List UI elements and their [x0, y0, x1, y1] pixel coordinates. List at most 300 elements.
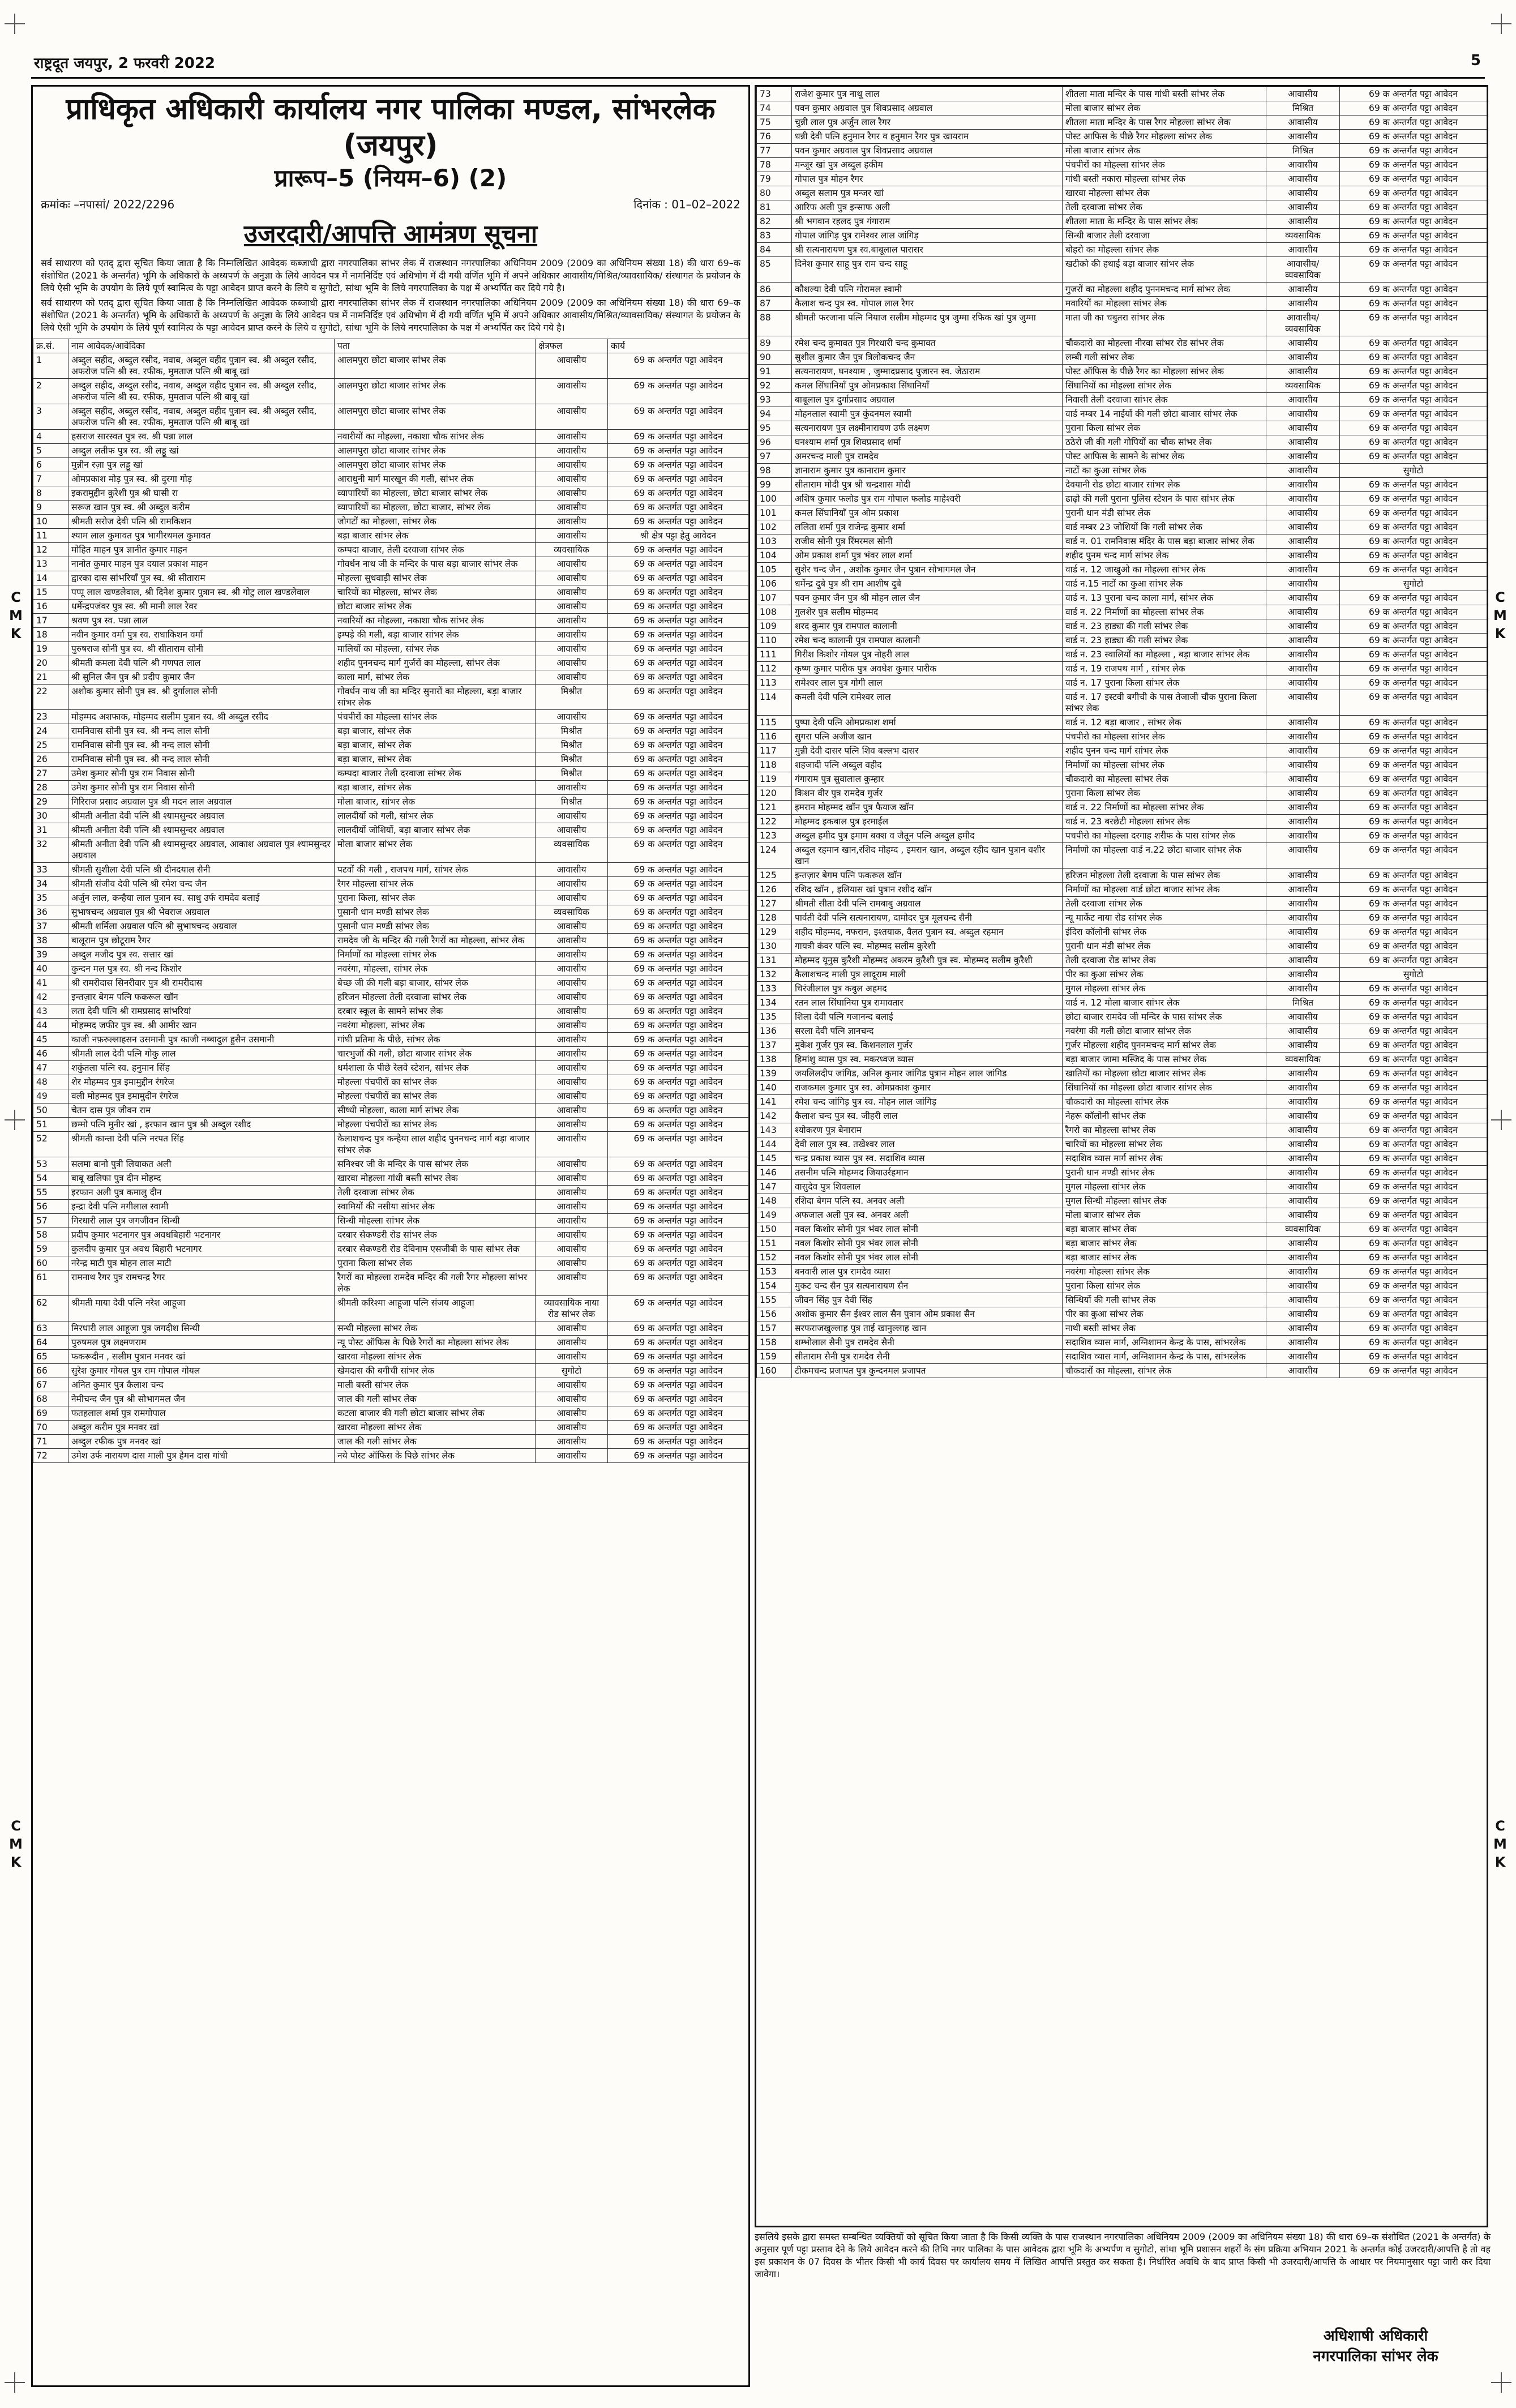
- land-use-cell: मिश्रीत: [536, 685, 608, 710]
- applicant-name-cell: कृष्ण कुमार पारीक पुत्र अवधेश कुमार पारीक: [792, 662, 1063, 676]
- address-cell: वार्ड न. 13 पुराना चन्द काला मार्ग, सांभर लेक: [1063, 591, 1266, 605]
- applicant-name-cell: गोपाल जांगिड़ पुत्र रामेश्वर लाल जांगिड़: [792, 229, 1063, 243]
- applicant-name-cell: चेतन दास पुत्र जीवन राम: [68, 1104, 335, 1118]
- land-use-cell: आवासीय: [536, 976, 608, 990]
- purpose-cell: सुगोटो: [1340, 577, 1487, 591]
- table-row: [33, 404, 749, 430]
- land-use-cell: आवासीय: [1266, 1038, 1340, 1053]
- address-cell: इम्पड़े की गली, बड़ा बाजार सांभर लेक: [335, 628, 536, 642]
- serial-cell: 95: [757, 421, 792, 435]
- land-use-cell: आवासीय: [1266, 1010, 1340, 1024]
- land-use-cell: आवासीय: [536, 353, 608, 379]
- land-use-cell: आवासीय: [536, 404, 608, 430]
- serial-cell: 23: [33, 710, 68, 724]
- land-use-cell: आवासीय: [1266, 1279, 1340, 1293]
- address-cell: पुराना किला सांभर लेक: [1063, 786, 1266, 801]
- address-cell: पुरानी धान मंडी सांभर लेक: [1063, 939, 1266, 953]
- purpose-cell: 69 क अन्तर्गत पट्टा आवेदन: [1340, 996, 1487, 1010]
- serial-cell: 155: [757, 1293, 792, 1307]
- column-header: कार्य: [608, 339, 749, 353]
- applicant-name-cell: मुकट चन्द सैन पुत्र सत्यनारायण सैन: [792, 1279, 1063, 1293]
- table-row: [757, 407, 1487, 421]
- land-use-cell: आवासीय: [1266, 450, 1340, 464]
- applicant-name-cell: अशोक कुमार सैन ईश्वर लाल सैन पुत्रान ओम प्रकाश सैन: [792, 1307, 1063, 1321]
- table-row: [757, 1265, 1487, 1279]
- serial-cell: 53: [33, 1157, 68, 1171]
- serial-cell: 81: [757, 200, 792, 215]
- land-use-cell: आवासीय: [1266, 1265, 1340, 1279]
- land-use-cell: आवासीय: [536, 1228, 608, 1242]
- purpose-cell: 69 क अन्तर्गत पट्टा आवेदन: [608, 781, 749, 795]
- serial-cell: 10: [33, 515, 68, 529]
- table-row: [33, 948, 749, 962]
- table-row: [757, 730, 1487, 744]
- land-use-cell: आवासीय: [1266, 1307, 1340, 1321]
- serial-cell: 57: [33, 1214, 68, 1228]
- address-cell: सिंघानियों का मोहल्ला सांभर लेक: [1063, 379, 1266, 393]
- table-row: [33, 905, 749, 919]
- table-row: [757, 1038, 1487, 1053]
- purpose-cell: 69 क अन्तर्गत पट्टा आवेदन: [608, 962, 749, 976]
- land-use-cell: आवासीय: [536, 877, 608, 891]
- purpose-cell: 69 क अन्तर्गत पट्टा आवेदन: [1340, 450, 1487, 464]
- purpose-cell: 69 क अन्तर्गत पट्टा आवेदन: [608, 1256, 749, 1271]
- applicant-name-cell: पवन कुमार अग्रवाल पुत्र शिवप्रसाद अग्रवाल: [792, 144, 1063, 158]
- purpose-cell: 69 क अन्तर्गत पट्टा आवेदन: [1340, 843, 1487, 869]
- land-use-cell: आवासीय: [1266, 801, 1340, 815]
- land-use-cell: आवासीय: [1266, 116, 1340, 130]
- serial-cell: 77: [757, 144, 792, 158]
- column-header: नाम आवेदक/आवेदिका: [68, 339, 335, 353]
- serial-cell: 143: [757, 1123, 792, 1137]
- table-row: [757, 186, 1487, 200]
- address-cell: सन्धी मोहल्ला सांभर लेक: [335, 1321, 536, 1336]
- land-use-cell: आवासीय: [1266, 1194, 1340, 1208]
- applicant-name-cell: हिमांशु व्यास पुत्र स्व. मकरध्वज व्यास: [792, 1053, 1063, 1067]
- land-use-cell: आवासीय: [1266, 730, 1340, 744]
- table-row: [757, 1067, 1487, 1081]
- purpose-cell: 69 क अन्तर्गत पट्टा आवेदन: [608, 543, 749, 557]
- purpose-cell: 69 क अन्तर्गत पट्टा आवेदन: [608, 642, 749, 656]
- serial-cell: 64: [33, 1336, 68, 1350]
- serial-cell: 76: [757, 130, 792, 144]
- serial-cell: 66: [33, 1364, 68, 1378]
- serial-cell: 116: [757, 730, 792, 744]
- address-cell: दरबार सेकण्डरी रोड सांभर लेक: [335, 1228, 536, 1242]
- land-use-cell: आवासीय: [536, 1242, 608, 1256]
- serial-cell: 109: [757, 619, 792, 634]
- purpose-cell: 69 क अन्तर्गत पट्टा आवेदन: [608, 1019, 749, 1033]
- purpose-cell: 69 क अन्तर्गत पट्टा आवेदन: [1340, 435, 1487, 450]
- applicant-name-cell: शहजादी पत्नि अब्दुल वहीद: [792, 758, 1063, 772]
- land-use-cell: आवासीय: [1266, 662, 1340, 676]
- address-cell: पीर का कुआ सांभर लेक: [1063, 1307, 1266, 1321]
- table-row: [757, 297, 1487, 311]
- land-use-cell: आवासीय: [1266, 1152, 1340, 1166]
- land-use-cell: आवासीय: [536, 1392, 608, 1406]
- purpose-cell: 69 क अन्तर्गत पट्टा आवेदन: [608, 1435, 749, 1449]
- address-cell: जोगटों का मोहल्ला, सांभर लेक: [335, 515, 536, 529]
- purpose-cell: 69 क अन्तर्गत पट्टा आवेदन: [1340, 925, 1487, 939]
- serial-cell: 80: [757, 186, 792, 200]
- land-use-cell: आवासीय: [1266, 982, 1340, 996]
- table-row: [757, 1095, 1487, 1109]
- serial-cell: 20: [33, 656, 68, 670]
- serial-cell: 19: [33, 642, 68, 656]
- table-row: [757, 577, 1487, 591]
- applicant-name-cell: उमेश कुमार सोनी पुत्र राम निवास सोनी: [68, 767, 335, 781]
- address-cell: ढाढ़ो की गली पुराना पुलिस स्टेशन के पास सांभर लेक: [1063, 492, 1266, 506]
- address-cell: रामदेव जी के मन्दिर की गली रैगरों का मोहल्ला, सांभर लेक: [335, 934, 536, 948]
- applicant-name-cell: धर्मेन्द्रपजंवर पुत्र स्व. श्री मानी लाल रेवर: [68, 600, 335, 614]
- serial-cell: 90: [757, 350, 792, 365]
- address-cell: स्वामियों की नसीया सांभर लेक: [335, 1200, 536, 1214]
- land-use-cell: आवासीय: [1266, 172, 1340, 186]
- applicant-name-cell: रशिदा बेगम पत्नि स्व. अनवर अली: [792, 1194, 1063, 1208]
- notice-heading: उजरदारी/आपत्ति आमंत्रण सूचना: [243, 220, 538, 249]
- address-cell: निवासी तेली दरवाजा सांभर लेक: [1063, 393, 1266, 407]
- table-row: [757, 101, 1487, 116]
- serial-cell: 159: [757, 1350, 792, 1364]
- applicant-name-cell: लता देवी पत्नि श्री रामप्रसाद सांभरियां: [68, 1004, 335, 1019]
- land-use-cell: आवासीय: [1266, 1081, 1340, 1095]
- address-cell: मोला बाजार सांभर लेक: [335, 837, 536, 863]
- land-use-cell: आवासीय: [1266, 897, 1340, 911]
- address-cell: वार्ड न. 23 हाड्या की गली सांभर लेक: [1063, 619, 1266, 634]
- land-use-cell: मिश्रीत: [536, 767, 608, 781]
- address-cell: आलमपुरा छोटा बाजार सांभर लेक: [335, 353, 536, 379]
- applicant-name-cell: श्रीमती कान्ता देवी पत्नि नरपत सिंह: [68, 1132, 335, 1157]
- address-cell: पुराना किला सांभर लेक: [1063, 421, 1266, 435]
- address-cell: पुरानी धान मण्डी सांभर लेक: [1063, 1166, 1266, 1180]
- land-use-cell: आवासीय: [1266, 619, 1340, 634]
- applicant-name-cell: अमरचन्द माली पुत्र रामदेव: [792, 450, 1063, 464]
- address-cell: आलमपुरा छोटा बाजार सांभर लेक: [335, 444, 536, 458]
- serial-cell: 6: [33, 458, 68, 472]
- land-use-cell: आवासीय: [1266, 350, 1340, 365]
- serial-cell: 83: [757, 229, 792, 243]
- table-row: [757, 365, 1487, 379]
- serial-cell: 99: [757, 478, 792, 492]
- purpose-cell: 69 क अन्तर्गत पट्टा आवेदन: [1340, 520, 1487, 534]
- address-cell: मालियों का मोहल्ला, सांभर लेक: [335, 642, 536, 656]
- applicant-name-cell: श्रीमती कमला देवी पत्नि श्री गणपत लाल: [68, 656, 335, 670]
- serial-cell: 138: [757, 1053, 792, 1067]
- table-row: [33, 486, 749, 501]
- purpose-cell: 69 क अन्तर्गत पट्टा आवेदन: [1340, 1180, 1487, 1194]
- land-use-cell: आवासीय: [536, 1061, 608, 1075]
- table-row: [757, 421, 1487, 435]
- serial-cell: 149: [757, 1208, 792, 1222]
- purpose-cell: 69 क अन्तर्गत पट्टा आवेदन: [608, 1242, 749, 1256]
- purpose-cell: 69 क अन्तर्गत पट्टा आवेदन: [608, 628, 749, 642]
- address-cell: छोटा बाजार सांभर लेक: [335, 600, 536, 614]
- table-row: [757, 968, 1487, 982]
- purpose-cell: 69 क अन्तर्गत पट्टा आवेदन: [1340, 563, 1487, 577]
- land-use-cell: आवासीय: [1266, 407, 1340, 421]
- color-mark-k: K: [1494, 626, 1506, 641]
- table-row: [757, 925, 1487, 939]
- address-cell: चौकदारों का मोहल्ला, सांभर लेक: [1063, 1364, 1266, 1378]
- address-cell: सिन्धी मोहल्ला सांभर लेक: [335, 1214, 536, 1228]
- applicant-name-cell: नवल किशोर सोनी पुत्र भंवर लाल सोनी: [792, 1222, 1063, 1237]
- serial-cell: 130: [757, 939, 792, 953]
- table-row: [757, 716, 1487, 730]
- table-row: [757, 229, 1487, 243]
- table-row: [757, 690, 1487, 716]
- land-use-cell: व्यवसायिक: [1266, 1222, 1340, 1237]
- applicant-name-cell: बाबू खलिफा पुत्र दीन मोहम्द: [68, 1171, 335, 1186]
- serial-cell: 25: [33, 738, 68, 752]
- applicants-table-left: [33, 339, 749, 1463]
- address-cell: बड़ा बाजार, सांभर लेक: [335, 781, 536, 795]
- land-use-cell: आवासीय: [1266, 464, 1340, 478]
- applicant-name-cell: चिरंजीलाल पुत्र कबुल अहमद: [792, 982, 1063, 996]
- address-cell: शहीद पुननचन्द मार्ग गुर्जरों का मोहल्ला, सांभर लेक: [335, 656, 536, 670]
- purpose-cell: 69 क अन्तर्गत पट्टा आवेदन: [1340, 619, 1487, 634]
- applicant-name-cell: मुन्नीन रज़ा पुत्र लड्डू खां: [68, 458, 335, 472]
- land-use-cell: आवासीय: [1266, 815, 1340, 829]
- address-cell: पटवों की गली , राजपथ मार्ग, सांभर लेक: [335, 863, 536, 877]
- table-row: [33, 557, 749, 571]
- serial-cell: 135: [757, 1010, 792, 1024]
- applicant-name-cell: मन्जूर खां पुत्र अब्दुल हकीम: [792, 158, 1063, 172]
- serial-cell: 128: [757, 911, 792, 925]
- registration-mark: [5, 14, 25, 34]
- serial-cell: 106: [757, 577, 792, 591]
- address-cell: आलमपुरा छोटा बाजार सांभर लेक: [335, 458, 536, 472]
- land-use-cell: आवासीय: [1266, 968, 1340, 982]
- purpose-cell: 69 क अन्तर्गत पट्टा आवेदन: [1340, 1222, 1487, 1237]
- address-cell: पचपीरो का मोहल्ला दरगाह शरीफ के पास सांभर लेक: [1063, 829, 1266, 843]
- address-cell: वार्ड न. 12 मोला बाजार सांभर लेक: [1063, 996, 1266, 1010]
- notice-paragraph: सर्व साधारण को एतद् द्वारा सूचित किया जाता है कि निम्नलिखित आवेदक कब्जाधी द्वारा नगरपालिका सांभर लेक में राजस्थान नगरपालिका अधिनियम 2009 (2009 का अधिनियम संख्या 18) की धारा 69–क संशोधित (2021 के अन्तर्गत) भूमि के अधिकारों के अध्यपर्ण के अनुज्ञा के लिये आवेदन पत्र में नामनिर्दिष्ट एवं अधिभोग में दी गयी वर्णित भूमि में अपने अधिकार आवासीय/मिश्रित/व्यावसायिक/ संस्थागत के प्रयोजन के लिये ऐसी भूमि के उपयोग के लिये पूर्ण स्वामित्व के पट्टा आवेदन प्राप्त करने के लिये व सुगोटो, सांथा भूमि के लिये नगरपालिका के पक्ष में अभ्यर्पित कर दिये गये है।: [41, 297, 740, 333]
- address-cell: बड़ा बाजार सांभर लेक: [1063, 1251, 1266, 1265]
- land-use-cell: आवासीय: [1266, 1024, 1340, 1038]
- serial-cell: 14: [33, 571, 68, 585]
- applicant-name-cell: श्रीमती शर्मिला अग्रवाल पत्नि श्री सुभाषचन्द अग्रवाल: [68, 919, 335, 934]
- applicant-name-cell: नवीन कुमार वर्मा पुत्र स्व. राधाकिशन वर्मा: [68, 628, 335, 642]
- address-cell: गोवर्धन नाथ जी का मन्दिर सुनारों का मोहल्ला, बड़ा बाजार सांभर लेक: [335, 685, 536, 710]
- applicant-name-cell: धर्मेन्द्र दुबे पुत्र श्री राम आशीष दुबे: [792, 577, 1063, 591]
- land-use-cell: आवासीय: [536, 614, 608, 628]
- address-cell: आलमपुरा छोटा बाजार सांभर लेक: [335, 379, 536, 404]
- table-row: [33, 1214, 749, 1228]
- table-row: [33, 1061, 749, 1075]
- table-row: [33, 767, 749, 781]
- table-row: [33, 877, 749, 891]
- address-cell: आलमपुरा छोटा बाजार सांभर लेक: [335, 404, 536, 430]
- land-use-cell: आवासीय: [536, 1186, 608, 1200]
- serial-cell: 43: [33, 1004, 68, 1019]
- applicant-name-cell: प्रदीप कुमार भटनागर पुत्र अवधबिहारी भटनागर: [68, 1228, 335, 1242]
- address-cell: सिन्धी बाजार तेली दरवाजा: [1063, 229, 1266, 243]
- table-row: [757, 1010, 1487, 1024]
- address-cell: सीष्धी मोहल्ला, काला मार्ग सांभर लेक: [335, 1104, 536, 1118]
- purpose-cell: 69 क अन्तर्गत पट्टा आवेदन: [608, 1132, 749, 1157]
- serial-cell: 35: [33, 891, 68, 905]
- table-row: [757, 1024, 1487, 1038]
- table-row: [33, 919, 749, 934]
- serial-cell: 120: [757, 786, 792, 801]
- land-use-cell: मिश्रीत: [536, 738, 608, 752]
- serial-cell: 24: [33, 724, 68, 738]
- address-cell: सिन्धियों की गली सांभर लेक: [1063, 1293, 1266, 1307]
- land-use-cell: आवासीय: [536, 1350, 608, 1364]
- serial-cell: 129: [757, 925, 792, 939]
- address-cell: श्रीमती करिश्मा आहूजा पत्नि संजय आहूजा: [335, 1296, 536, 1321]
- applicant-name-cell: टीकमचन्द प्रजापत पुत्र कुन्दनमल प्रजापत: [792, 1364, 1063, 1378]
- address-cell: पुरानी धान मंडी सांभर लेक: [1063, 506, 1266, 520]
- serial-cell: 44: [33, 1019, 68, 1033]
- address-cell: माली बस्ती सांभर लेक: [335, 1378, 536, 1392]
- table-row: [757, 257, 1487, 283]
- notice-paragraph: सर्व साधारण को एतद् द्वारा सूचित किया जाता है कि निम्नलिखित आवेदक कब्जाधी द्वारा नगरपालिका सांभर लेक में राजस्थान नगरपालिका अधिनियम 2009 (2009 का अधिनियम संख्या 18) की धारा 69–क संशोधित (2021 के अन्तर्गत) भूमि के अधिकारों के अध्यपर्ण के अनुज्ञा के लिये आवेदन पत्र में नामनिर्दिष्ट एवं अधिभोग में दी गयी वर्णित भूमि में अपने अधिकार आवासीय/मिश्रित/व्यावसायिक/ संस्थागत के प्रयोजन के लिये ऐसी भूमि के उपयोग के लिये पूर्ण स्वामित्व के पट्टा आवेदन प्राप्त करने के लिये व सुगोटो, सांथा भूमि के लिये नगरपालिका के पक्ष में अभ्यर्पित कर दिये गये है।: [41, 258, 740, 293]
- purpose-cell: 69 क अन्तर्गत पट्टा आवेदन: [1340, 634, 1487, 648]
- land-use-cell: आवासीय: [1266, 869, 1340, 883]
- serial-cell: 49: [33, 1089, 68, 1104]
- table-row: [757, 883, 1487, 897]
- applicant-name-cell: मोहम्मद यूनुस कुरैशी मोहम्मद अकरम कुरैशी पुत्र स्व. मोहम्मद सलीम कुरैशी: [792, 953, 1063, 968]
- serial-cell: 110: [757, 634, 792, 648]
- land-use-cell: आवासीय: [536, 962, 608, 976]
- address-cell: नवारियों का मोहल्ला, नकाशा चौक सांभर लेक: [335, 614, 536, 628]
- applicant-name-cell: वासुदेव पुत्र शिवलाल: [792, 1180, 1063, 1194]
- serial-cell: 117: [757, 744, 792, 758]
- address-cell: खारवा मोहल्ला सांभर लेक: [335, 1421, 536, 1435]
- applicant-name-cell: मुन्नी देवी दासर पत्नि शिव बल्लभ दासर: [792, 744, 1063, 758]
- serial-cell: 3: [33, 404, 68, 430]
- applicant-name-cell: तसनीम पत्नि मोहम्मद जियाउर्रहमान: [792, 1166, 1063, 1180]
- table-row: [757, 815, 1487, 829]
- land-use-cell: आवासीय: [536, 1421, 608, 1435]
- purpose-cell: 69 क अन्तर्गत पट्टा आवेदन: [1340, 1307, 1487, 1321]
- serial-cell: 108: [757, 605, 792, 619]
- table-row: [33, 934, 749, 948]
- address-cell: शहीद पुनन चन्द मार्ग सांभर लेक: [1063, 744, 1266, 758]
- color-mark-c: C: [1495, 1818, 1505, 1834]
- table-row: [33, 1364, 749, 1378]
- land-use-cell: आवासीय: [536, 1089, 608, 1104]
- serial-cell: 92: [757, 379, 792, 393]
- applicant-name-cell: चन्द्र प्रकाश व्यास पुत्र स्व. सदाशिव व्यास: [792, 1152, 1063, 1166]
- purpose-cell: 69 क अन्तर्गत पट्टा आवेदन: [608, 1336, 749, 1350]
- applicant-name-cell: अब्दुल सहीद, अब्दुल रसीद, नवाब, अब्दुल वहीद पुत्रान स्व. श्री अब्दुल रसीद, अफरोज पत्नि श्री स्व. रफीक, मुमताज पत्नि श्री बाबू खां: [68, 404, 335, 430]
- applicant-name-cell: सरफराजखुल्लाह पुत्र ताई खानुल्लाह खान: [792, 1321, 1063, 1336]
- table-row: [757, 1222, 1487, 1237]
- serial-cell: 65: [33, 1350, 68, 1364]
- applicant-name-cell: राजीव सोनी पुत्र रिंमरमल सोनी: [792, 534, 1063, 549]
- address-cell: इंदिरा कॉलोनी सांभर लेक: [1063, 925, 1266, 939]
- applicant-name-cell: ललिता शर्मा पुत्र राजेन्द्र कुमार शर्मा: [792, 520, 1063, 534]
- table-row: [757, 982, 1487, 996]
- applicant-name-cell: श्रीमती फरजाना पत्नि नियाज सलीम मोहम्मद पुत्र जुम्मा रफिक खां पुत्र जुम्मा: [792, 311, 1063, 336]
- table-row: [757, 619, 1487, 634]
- purpose-cell: 69 क अन्तर्गत पट्टा आवेदन: [1340, 744, 1487, 758]
- address-cell: बड़ा बाजार, सांभर लेक: [335, 738, 536, 752]
- purpose-cell: 69 क अन्तर्गत पट्टा आवेदन: [1340, 158, 1487, 172]
- land-use-cell: मिश्रीत: [536, 752, 608, 767]
- serial-cell: 118: [757, 758, 792, 772]
- purpose-cell: 69 क अन्तर्गत पट्टा आवेदन: [608, 795, 749, 809]
- applicant-name-cell: कमल सिंघानियाँ पुत्र ओमप्रकाश सिंघानियाँ: [792, 379, 1063, 393]
- applicant-name-cell: कौशल्या देवी पत्नि गोरामल स्वामी: [792, 283, 1063, 297]
- purpose-cell: 69 क अन्तर्गत पट्टा आवेदन: [608, 710, 749, 724]
- address-cell: शीतला माता के मन्दिर के पास सांभर लेक: [1063, 215, 1266, 229]
- land-use-cell: व्यवसायिक: [536, 905, 608, 919]
- table-row: [757, 158, 1487, 172]
- table-row: [33, 990, 749, 1004]
- serial-cell: 113: [757, 676, 792, 690]
- purpose-cell: 69 क अन्तर्गत पट्टा आवेदन: [1340, 1109, 1487, 1123]
- applicant-name-cell: देवी लाल पुत्र स्व. तखेश्वर लाल: [792, 1137, 1063, 1152]
- address-cell: तेली दरवाजा सांभर लेक: [335, 1186, 536, 1200]
- table-row: [33, 1004, 749, 1019]
- serial-cell: 12: [33, 543, 68, 557]
- purpose-cell: 69 क अन्तर्गत पट्टा आवेदन: [608, 1214, 749, 1228]
- purpose-cell: 69 क अन्तर्गत पट्टा आवेदन: [1340, 1024, 1487, 1038]
- land-use-cell: आवासीय: [1266, 478, 1340, 492]
- table-row: [757, 939, 1487, 953]
- address-cell: मोहल्ला पंचपीरों का सांभर लेक: [335, 1118, 536, 1132]
- applicant-name-cell: शम्भोलाल सैनी पुत्र रामदेव सैनी: [792, 1336, 1063, 1350]
- applicant-name-cell: सुभाषचन्द अग्रवाल पुत्र श्री भेवराज अग्रवाल: [68, 905, 335, 919]
- address-cell: खारवा मोहल्ला सांभर लेक: [335, 1350, 536, 1364]
- table-row: [33, 1089, 749, 1104]
- table-row: [33, 543, 749, 557]
- table-row: [757, 534, 1487, 549]
- purpose-cell: 69 क अन्तर्गत पट्टा आवेदन: [608, 823, 749, 837]
- land-use-cell: आवासीय: [536, 515, 608, 529]
- table-row: [33, 1157, 749, 1171]
- signatory-line-2: नगरपालिका सांभर लेक: [1313, 2348, 1438, 2365]
- serial-cell: 7: [33, 472, 68, 486]
- table-row: [33, 1449, 749, 1463]
- purpose-cell: 69 क अन्तर्गत पट्टा आवेदन: [1340, 1321, 1487, 1336]
- address-cell: दरबार स्कूल के सामने सांभर लेक: [335, 1004, 536, 1019]
- purpose-cell: 69 क अन्तर्गत पट्टा आवेदन: [1340, 1010, 1487, 1024]
- applicant-name-cell: श्रीमती अनीता देवी पत्नि श्री श्यामसुन्दर अग्रवाल: [68, 823, 335, 837]
- table-row: [33, 823, 749, 837]
- land-use-cell: मिश्रीत: [536, 795, 608, 809]
- table-row: [33, 1104, 749, 1118]
- address-cell: न्यू पोस्ट ऑफिस के पिछे रैगरों का मोहल्ला सांभर लेक: [335, 1336, 536, 1350]
- serial-cell: 94: [757, 407, 792, 421]
- table-row: [757, 1166, 1487, 1180]
- table-row: [757, 1321, 1487, 1336]
- address-cell: मोहल्ला पंचपीरों का सांभर लेक: [335, 1089, 536, 1104]
- purpose-cell: 69 क अन्तर्गत पट्टा आवेदन: [1340, 393, 1487, 407]
- land-use-cell: आवासीय: [536, 710, 608, 724]
- land-use-cell: आवासीय: [536, 1256, 608, 1271]
- address-cell: वार्ड न. 22 निर्माणों का मोहल्ला सांभर लेक: [1063, 605, 1266, 619]
- serial-cell: 13: [33, 557, 68, 571]
- applicant-name-cell: नवल किशोर सोनी पुत्र भंवर लाल सोनी: [792, 1237, 1063, 1251]
- applicant-name-cell: पप्पू लाल खण्डलेवाल, श्री दिनेश कुमार पुत्रान स्व. श्री गोटु लाल खण्डलेवाल: [68, 585, 335, 600]
- land-use-cell: आवासीय/ व्यवसायिक: [1266, 257, 1340, 283]
- purpose-cell: 69 क अन्तर्गत पट्टा आवेदन: [608, 404, 749, 430]
- land-use-cell: आवासीय: [536, 823, 608, 837]
- applicant-name-cell: गोपाल पुत्र मोहन रैगर: [792, 172, 1063, 186]
- serial-cell: 136: [757, 1024, 792, 1038]
- land-use-cell: आवासीय: [536, 1047, 608, 1061]
- applicant-name-cell: श्री सत्यनारायण पुत्र स्व.बाबूलाल पारासर: [792, 243, 1063, 257]
- purpose-cell: 69 क अन्तर्गत पट्टा आवेदन: [1340, 478, 1487, 492]
- purpose-cell: 69 क अन्तर्गत पट्टा आवेदन: [608, 724, 749, 738]
- purpose-cell: 69 क अन्तर्गत पट्टा आवेदन: [608, 837, 749, 863]
- purpose-cell: 69 क अन्तर्गत पट्टा आवेदन: [1340, 869, 1487, 883]
- table-row: [33, 656, 749, 670]
